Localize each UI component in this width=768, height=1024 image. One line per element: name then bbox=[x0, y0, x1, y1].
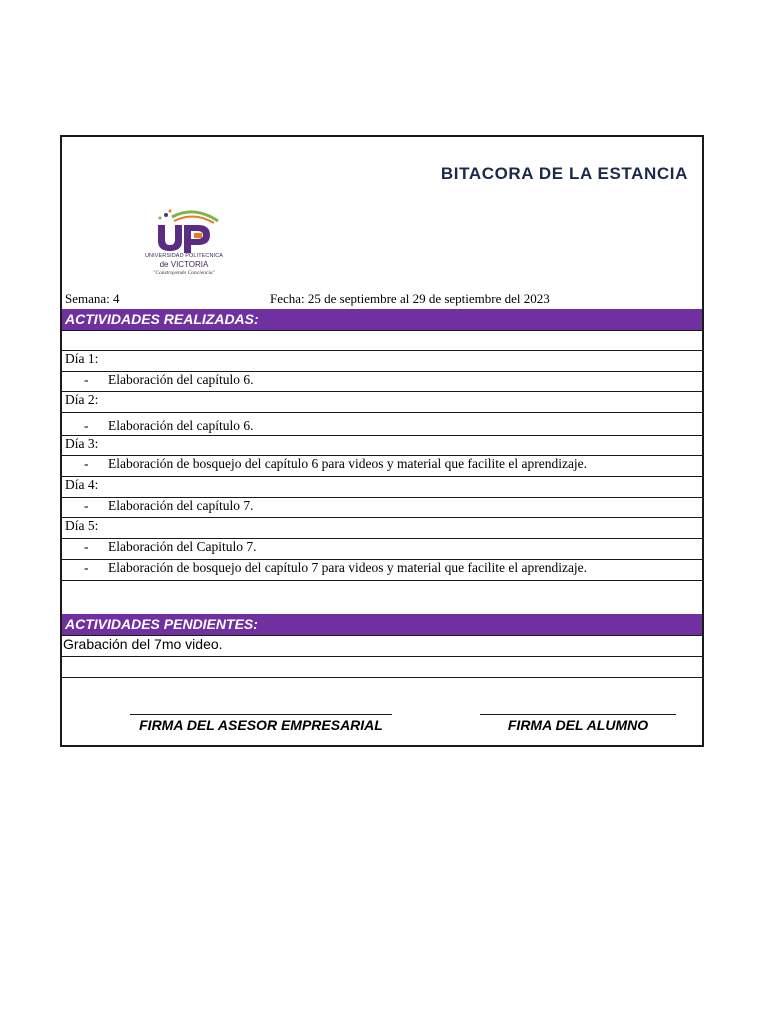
day-label: Día 3: bbox=[65, 436, 99, 451]
empty-row bbox=[62, 580, 702, 614]
bullet-dash: - bbox=[84, 418, 89, 433]
bullet-dash: - bbox=[84, 456, 89, 471]
document-title: BITACORA DE LA ESTANCIA bbox=[440, 164, 688, 183]
logo-text-victoria: de VICTORIA bbox=[159, 260, 209, 269]
activity-text: Elaboración del Capitulo 7. bbox=[108, 539, 257, 554]
week-label: Semana: 4 bbox=[65, 291, 120, 306]
empty-row bbox=[62, 656, 702, 677]
bullet-dash: - bbox=[84, 372, 89, 387]
activity-row bbox=[62, 559, 702, 580]
day-label: Día 2: bbox=[65, 392, 99, 407]
day-label-row bbox=[62, 476, 702, 497]
logo-text-university: UNIVERSIDAD POLITECNICA bbox=[144, 253, 224, 259]
activities-pending-header: ACTIVIDADES PENDIENTES: bbox=[62, 614, 702, 635]
day-label-row bbox=[62, 435, 702, 455]
activity-row bbox=[62, 371, 702, 391]
bullet-dash: - bbox=[84, 539, 89, 554]
signature-area bbox=[62, 677, 702, 747]
activity-text: Elaboración del capítulo 6. bbox=[108, 418, 254, 433]
activity-row bbox=[62, 497, 702, 517]
day-label-row bbox=[62, 517, 702, 538]
empty-row bbox=[62, 330, 702, 350]
day-label-row bbox=[62, 391, 702, 412]
activity-row bbox=[62, 455, 702, 476]
day-label: Día 5: bbox=[65, 518, 99, 533]
date-range: Fecha: 25 de septiembre al 29 de septiembre del 2023 bbox=[270, 291, 550, 306]
logo-slogan: "Construyendo Conciencia" bbox=[153, 270, 215, 276]
bullet-dash: - bbox=[84, 560, 89, 575]
activity-text: Elaboración de bosquejo del capítulo 7 para videos y material que facilite el aprendizaje. bbox=[108, 560, 588, 575]
pending-row bbox=[62, 635, 702, 656]
bullet-dash: - bbox=[84, 498, 89, 513]
advisor-signature-label: FIRMA DEL ASESOR EMPRESARIAL bbox=[139, 717, 383, 733]
student-signature-label: FIRMA DEL ALUMNO bbox=[507, 717, 649, 733]
day-label: Día 1: bbox=[65, 351, 99, 366]
day-label-row bbox=[62, 350, 702, 371]
advisor-signature-line bbox=[130, 714, 392, 715]
day-label: Día 4: bbox=[65, 477, 99, 492]
activities-done-header: ACTIVIDADES REALIZADAS: bbox=[62, 309, 702, 330]
activity-text: Elaboración del capítulo 6. bbox=[108, 372, 254, 387]
activity-text: Elaboración de bosquejo del capítulo 6 para videos y material que facilite el aprendizaje. bbox=[108, 456, 588, 471]
activity-text: Elaboración del capítulo 7. bbox=[108, 498, 254, 513]
university-logo bbox=[134, 207, 234, 277]
student-signature-line bbox=[480, 714, 676, 715]
logbook-sheet bbox=[60, 135, 704, 747]
pending-text: Grabación del 7mo video. bbox=[63, 636, 223, 652]
activity-row bbox=[62, 538, 702, 559]
up-logo-icon bbox=[134, 207, 234, 253]
activity-row bbox=[62, 412, 702, 435]
